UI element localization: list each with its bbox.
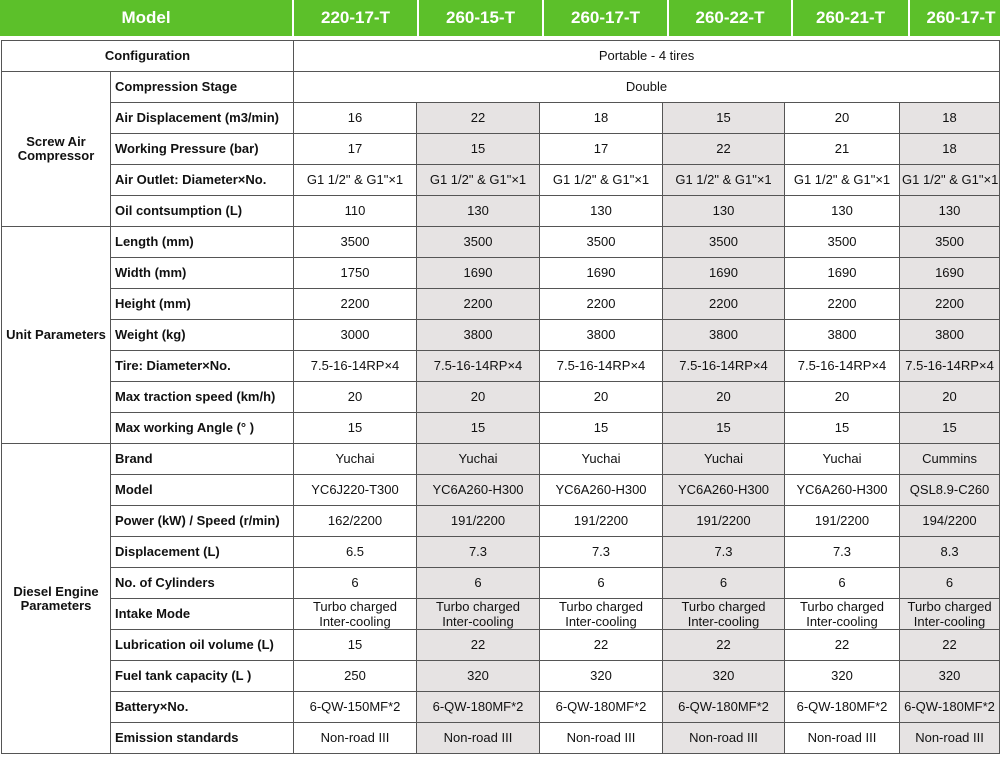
value-cell: 3500 — [417, 227, 540, 258]
value-cell: 15 — [294, 630, 417, 661]
value-cell: 21 — [785, 134, 900, 165]
value-cell: G1 1/2" & G1"×1 — [294, 165, 417, 196]
value-cell: 22 — [785, 630, 900, 661]
value-cell: 7.5-16-14RP×4 — [294, 351, 417, 382]
value-cell: 20 — [294, 382, 417, 413]
configuration-value: Portable - 4 tires — [294, 41, 1000, 72]
value-cell: 6-QW-180MF*2 — [417, 692, 540, 723]
model-header-row — [0, 0, 1000, 36]
row-label: Displacement (L) — [111, 537, 294, 568]
value-cell: 7.3 — [417, 537, 540, 568]
value-cell: 6-QW-180MF*2 — [540, 692, 663, 723]
value-cell: 22 — [540, 630, 663, 661]
spec-row — [2, 413, 1000, 444]
value-cell: 130 — [417, 196, 540, 227]
value-cell: 15 — [785, 413, 900, 444]
spec-row — [2, 351, 1000, 382]
value-cell: G1 1/2" & G1"×1 — [785, 165, 900, 196]
row-label: Air Displacement (m3/min) — [111, 103, 294, 134]
value-cell: 6 — [417, 568, 540, 599]
value-cell: 191/2200 — [540, 506, 663, 537]
value-cell: Turbo charged Inter-cooling — [294, 599, 417, 630]
value-cell: G1 1/2" & G1"×1 — [663, 165, 785, 196]
row-label: No. of Cylinders — [111, 568, 294, 599]
value-cell: 6-QW-180MF*2 — [663, 692, 785, 723]
value-cell: 130 — [540, 196, 663, 227]
value-cell: 3800 — [540, 320, 663, 351]
value-cell: 18 — [900, 134, 1000, 165]
value-cell: YC6J220-T300 — [294, 475, 417, 506]
value-cell: 16 — [294, 103, 417, 134]
spec-row — [2, 661, 1000, 692]
row-label: Lubrication oil volume (L) — [111, 630, 294, 661]
spec-row — [2, 165, 1000, 196]
value-cell: 110 — [294, 196, 417, 227]
value-cell: 3500 — [785, 227, 900, 258]
value-cell: 3800 — [417, 320, 540, 351]
value-cell: 15 — [417, 134, 540, 165]
value-cell: YC6A260-H300 — [663, 475, 785, 506]
row-label: Max traction speed (km/h) — [111, 382, 294, 413]
value-cell: 194/2200 — [900, 506, 1000, 537]
value-cell: 320 — [540, 661, 663, 692]
value-cell: Turbo charged Inter-cooling — [785, 599, 900, 630]
spec-row — [2, 196, 1000, 227]
row-label: Intake Mode — [111, 599, 294, 630]
value-cell: 8.3 — [900, 537, 1000, 568]
value-cell: Turbo charged Inter-cooling — [900, 599, 1000, 630]
value-cell: 7.5-16-14RP×4 — [417, 351, 540, 382]
spec-row — [2, 258, 1000, 289]
value-cell: Turbo charged Inter-cooling — [540, 599, 663, 630]
value-cell: 1690 — [900, 258, 1000, 289]
value-cell: 130 — [663, 196, 785, 227]
value-cell: 6 — [785, 568, 900, 599]
value-cell: Turbo charged Inter-cooling — [417, 599, 540, 630]
value-cell: 18 — [540, 103, 663, 134]
row-label: Length (mm) — [111, 227, 294, 258]
model-header-cell: 260-15-T — [419, 0, 542, 36]
value-cell: 7.3 — [540, 537, 663, 568]
value-cell: 6-QW-180MF*2 — [900, 692, 1000, 723]
value-cell: 6 — [294, 568, 417, 599]
value-cell: 320 — [785, 661, 900, 692]
spec-row — [2, 723, 1000, 754]
value-cell: 2200 — [663, 289, 785, 320]
row-label: Width (mm) — [111, 258, 294, 289]
row-label: Height (mm) — [111, 289, 294, 320]
value-cell: Non-road III — [900, 723, 1000, 754]
value-cell: 20 — [785, 382, 900, 413]
spec-row — [2, 568, 1000, 599]
value-cell: G1 1/2" & G1"×1 — [540, 165, 663, 196]
value-cell: Cummins — [900, 444, 1000, 475]
row-label: Compression Stage — [111, 72, 294, 103]
row-label: Power (kW) / Speed (r/min) — [111, 506, 294, 537]
value-cell: 1690 — [540, 258, 663, 289]
model-header-cell: 260-17-T — [910, 0, 1000, 36]
value-cell: 17 — [540, 134, 663, 165]
value-cell: 6 — [663, 568, 785, 599]
value-cell: Yuchai — [663, 444, 785, 475]
value-cell: 17 — [294, 134, 417, 165]
value-cell: 2200 — [417, 289, 540, 320]
configuration-row — [2, 41, 1000, 72]
value-cell: 15 — [540, 413, 663, 444]
value-cell: 320 — [900, 661, 1000, 692]
value-cell: Yuchai — [417, 444, 540, 475]
value-cell: 191/2200 — [417, 506, 540, 537]
spec-row — [2, 72, 1000, 103]
value-cell: YC6A260-H300 — [540, 475, 663, 506]
value-cell: 15 — [900, 413, 1000, 444]
value-cell: 1690 — [417, 258, 540, 289]
spec-row — [2, 475, 1000, 506]
group-label: Diesel Engine Parameters — [2, 444, 111, 754]
value-cell: Yuchai — [294, 444, 417, 475]
value-cell: 250 — [294, 661, 417, 692]
row-label: Air Outlet: Diameter×No. — [111, 165, 294, 196]
value-cell: 3800 — [900, 320, 1000, 351]
value-cell: Non-road III — [417, 723, 540, 754]
row-span-value: Double — [294, 72, 1000, 103]
value-cell: Yuchai — [785, 444, 900, 475]
spec-row — [2, 320, 1000, 351]
value-cell: G1 1/2" & G1"×1 — [900, 165, 1000, 196]
row-label: Emission standards — [111, 723, 294, 754]
value-cell: 7.3 — [663, 537, 785, 568]
value-cell: QSL8.9-C260 — [900, 475, 1000, 506]
value-cell: Non-road III — [540, 723, 663, 754]
spec-row — [2, 382, 1000, 413]
value-cell: 2200 — [785, 289, 900, 320]
value-cell: 22 — [417, 630, 540, 661]
group-label: Unit Parameters — [2, 227, 111, 444]
row-label: Oil contsumption (L) — [111, 196, 294, 227]
value-cell: 3800 — [663, 320, 785, 351]
value-cell: 2200 — [900, 289, 1000, 320]
value-cell: 15 — [294, 413, 417, 444]
value-cell: 3500 — [294, 227, 417, 258]
model-header-cell: 260-21-T — [793, 0, 908, 36]
value-cell: 6 — [900, 568, 1000, 599]
value-cell: Turbo charged Inter-cooling — [663, 599, 785, 630]
value-cell: 191/2200 — [785, 506, 900, 537]
spec-row — [2, 227, 1000, 258]
value-cell: Yuchai — [540, 444, 663, 475]
value-cell: 1750 — [294, 258, 417, 289]
value-cell: 7.5-16-14RP×4 — [540, 351, 663, 382]
value-cell: 320 — [417, 661, 540, 692]
value-cell: YC6A260-H300 — [417, 475, 540, 506]
value-cell: 162/2200 — [294, 506, 417, 537]
value-cell: 20 — [540, 382, 663, 413]
value-cell: 320 — [663, 661, 785, 692]
value-cell: 1690 — [663, 258, 785, 289]
value-cell: 22 — [663, 630, 785, 661]
model-header-cell: 220-17-T — [294, 0, 417, 36]
value-cell: 20 — [417, 382, 540, 413]
value-cell: 3800 — [785, 320, 900, 351]
value-cell: 2200 — [540, 289, 663, 320]
model-header-label: Model — [0, 0, 292, 36]
value-cell: Non-road III — [785, 723, 900, 754]
row-label: Model — [111, 475, 294, 506]
value-cell: 3000 — [294, 320, 417, 351]
spec-row — [2, 630, 1000, 661]
value-cell: 3500 — [900, 227, 1000, 258]
value-cell: Non-road III — [663, 723, 785, 754]
value-cell: 7.5-16-14RP×4 — [900, 351, 1000, 382]
value-cell: 22 — [663, 134, 785, 165]
model-header-cell: 260-17-T — [544, 0, 667, 36]
row-label: Battery×No. — [111, 692, 294, 723]
value-cell: 1690 — [785, 258, 900, 289]
value-cell: 2200 — [294, 289, 417, 320]
value-cell: 3500 — [540, 227, 663, 258]
spec-row — [2, 537, 1000, 568]
value-cell: 18 — [900, 103, 1000, 134]
spec-row — [2, 444, 1000, 475]
value-cell: 7.5-16-14RP×4 — [663, 351, 785, 382]
value-cell: 6-QW-180MF*2 — [785, 692, 900, 723]
value-cell: 20 — [663, 382, 785, 413]
value-cell: 6-QW-150MF*2 — [294, 692, 417, 723]
group-label: Screw Air Compressor — [2, 72, 111, 227]
value-cell: 6 — [540, 568, 663, 599]
value-cell: 3500 — [663, 227, 785, 258]
value-cell: 22 — [900, 630, 1000, 661]
value-cell: 7.5-16-14RP×4 — [785, 351, 900, 382]
value-cell: G1 1/2" & G1"×1 — [417, 165, 540, 196]
model-header-bar — [0, 0, 1000, 36]
spec-row — [2, 599, 1000, 630]
spec-row — [2, 692, 1000, 723]
row-label: Working Pressure (bar) — [111, 134, 294, 165]
row-label: Brand — [111, 444, 294, 475]
value-cell: YC6A260-H300 — [785, 475, 900, 506]
value-cell: 6.5 — [294, 537, 417, 568]
value-cell: 7.3 — [785, 537, 900, 568]
row-label: Fuel tank capacity (L ) — [111, 661, 294, 692]
value-cell: 20 — [785, 103, 900, 134]
value-cell: 130 — [785, 196, 900, 227]
spec-row — [2, 506, 1000, 537]
model-header-cell: 260-22-T — [669, 0, 791, 36]
value-cell: 130 — [900, 196, 1000, 227]
value-cell: 15 — [417, 413, 540, 444]
row-label: Tire: Diameter×No. — [111, 351, 294, 382]
value-cell: 22 — [417, 103, 540, 134]
spec-row — [2, 134, 1000, 165]
value-cell: 20 — [900, 382, 1000, 413]
spec-row — [2, 289, 1000, 320]
value-cell: 15 — [663, 103, 785, 134]
value-cell: 191/2200 — [663, 506, 785, 537]
spec-row — [2, 103, 1000, 134]
value-cell: 15 — [663, 413, 785, 444]
row-label: Max working Angle (° ) — [111, 413, 294, 444]
row-label: Weight (kg) — [111, 320, 294, 351]
configuration-label: Configuration — [2, 41, 294, 72]
value-cell: Non-road III — [294, 723, 417, 754]
spec-table — [1, 40, 1000, 754]
